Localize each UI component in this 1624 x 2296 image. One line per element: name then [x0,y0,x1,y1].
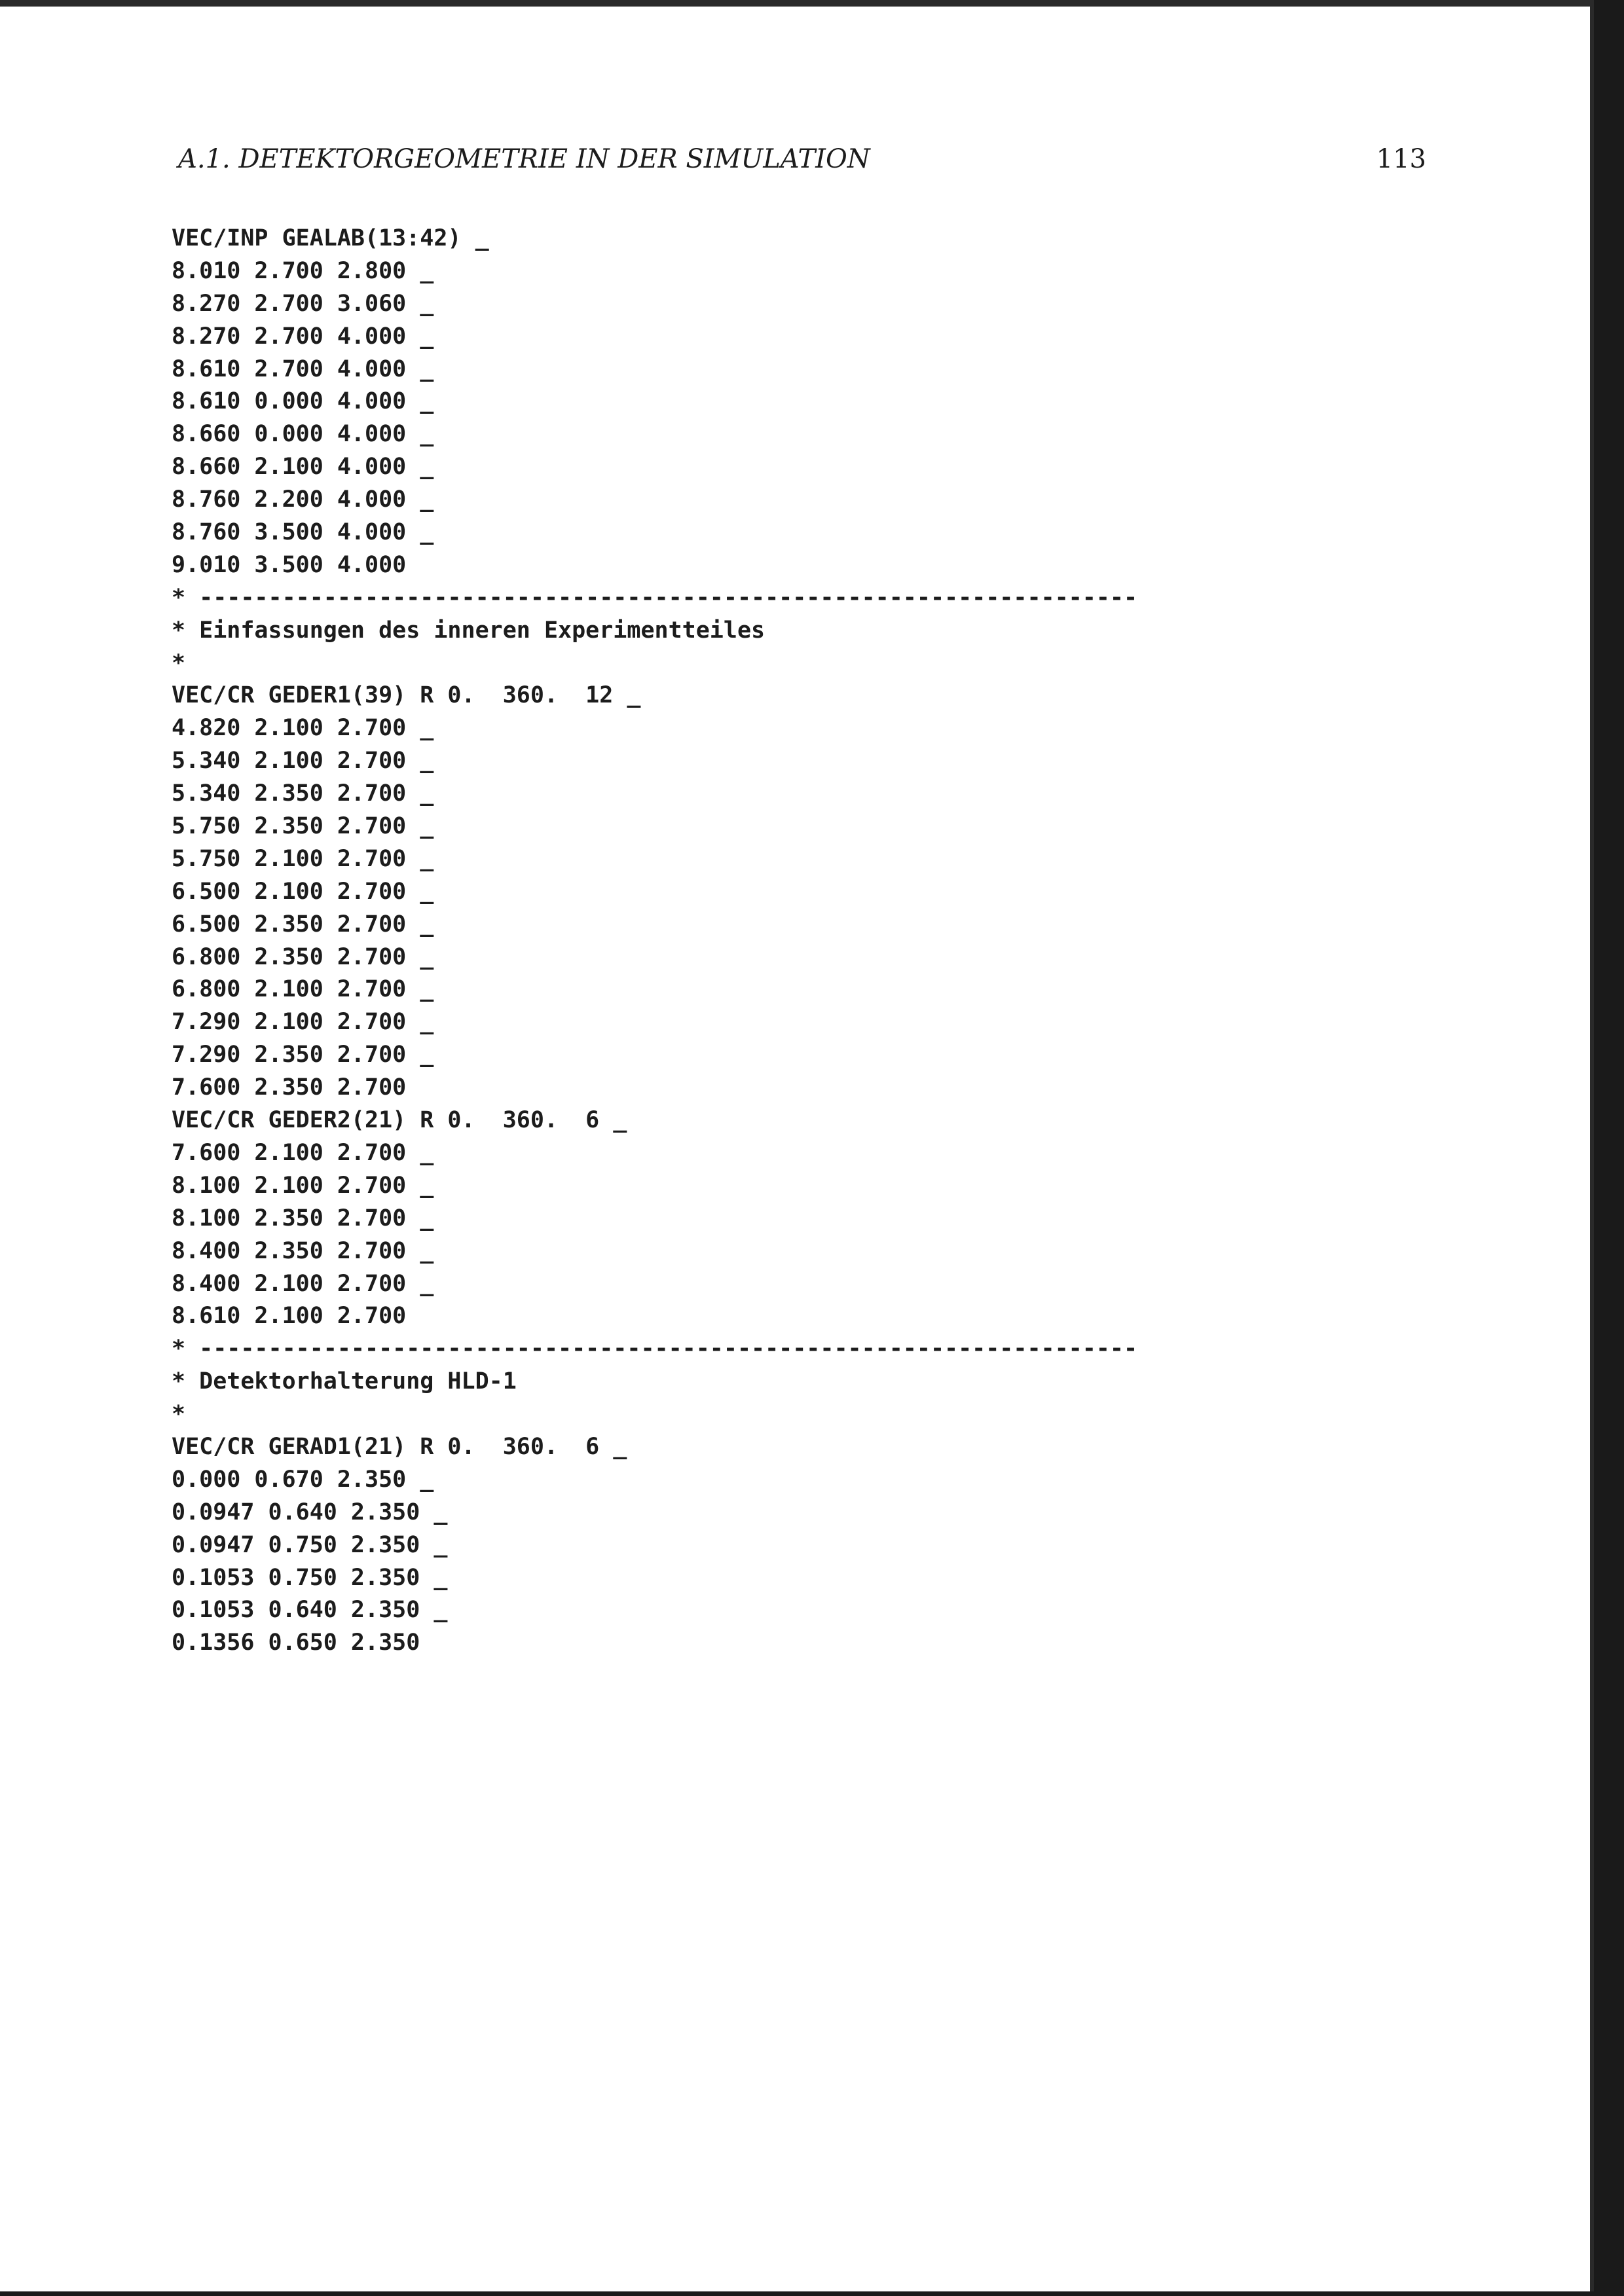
code-line: VEC/CR GERAD1(21) R 0. 360. 6 _ [172,1433,627,1460]
code-line: 8.760 3.500 4.000 _ [172,519,434,546]
code-line: VEC/INP GEALAB(13:42) _ [172,225,489,251]
code-line: 8.100 2.350 2.700 _ [172,1205,434,1231]
code-line: 6.500 2.100 2.700 _ [172,878,434,905]
code-line: 7.600 2.100 2.700 _ [172,1139,434,1166]
code-line: 0.0947 0.750 2.350 _ [172,1531,448,1558]
code-line: 8.100 2.100 2.700 _ [172,1172,434,1199]
code-line: VEC/CR GEDER2(21) R 0. 360. 6 _ [172,1107,627,1134]
code-line: * [172,1401,186,1428]
code-line: 8.610 0.000 4.000 _ [172,388,434,415]
page-number: 113 [1376,144,1426,174]
code-listing [172,223,1350,1660]
code-line: 7.600 2.350 2.700 [172,1074,407,1101]
code-line: 8.660 2.100 4.000 _ [172,454,434,481]
code-line: * Einfassungen des inneren Experimentteiles [172,617,766,644]
code-line: 0.1053 0.750 2.350 _ [172,1564,448,1591]
code-line: 6.500 2.350 2.700 _ [172,911,434,938]
code-line: 4.820 2.100 2.700 _ [172,715,434,742]
code-line: 6.800 2.350 2.700 _ [172,943,434,970]
code-line: 5.340 2.100 2.700 _ [172,748,434,774]
code-line: 8.400 2.350 2.700 _ [172,1237,434,1264]
code-line: * Detektorhalterung HLD-1 [172,1368,517,1395]
code-line: 8.660 0.000 4.000 _ [172,421,434,448]
code-line: 5.750 2.100 2.700 _ [172,845,434,872]
code-line: 0.0947 0.640 2.350 _ [172,1499,448,1525]
running-title: A.1. DETEKTORGEOMETRIE IN DER SIMULATION [178,144,870,174]
code-line: 8.610 2.700 4.000 _ [172,355,434,382]
code-line: 8.270 2.700 4.000 _ [172,323,434,350]
code-line: 7.290 2.100 2.700 _ [172,1009,434,1036]
code-line: * [172,649,186,676]
code-line: 8.270 2.700 3.060 _ [172,290,434,317]
code-line: 0.1053 0.640 2.350 _ [172,1597,448,1624]
code-line: 7.290 2.350 2.700 _ [172,1042,434,1068]
code-line: * -------------------------------------------------------------------- [172,1336,1138,1362]
code-line: 5.750 2.350 2.700 _ [172,813,434,840]
code-line: * -------------------------------------------------------------------- [172,584,1138,611]
code-line: VEC/CR GEDER1(39) R 0. 360. 12 _ [172,682,641,709]
code-line: 0.000 0.670 2.350 _ [172,1466,434,1493]
code-line: 0.1356 0.650 2.350 [172,1630,420,1656]
code-line: 8.610 2.100 2.700 [172,1303,407,1330]
code-line: 9.010 3.500 4.000 [172,551,407,578]
code-line: 6.800 2.100 2.700 _ [172,976,434,1003]
code-line: 8.760 2.200 4.000 _ [172,486,434,513]
code-line: 8.010 2.700 2.800 _ [172,257,434,284]
code-line: 8.400 2.100 2.700 _ [172,1270,434,1297]
page-header [178,144,1426,183]
code-line: 5.340 2.350 2.700 _ [172,780,434,807]
